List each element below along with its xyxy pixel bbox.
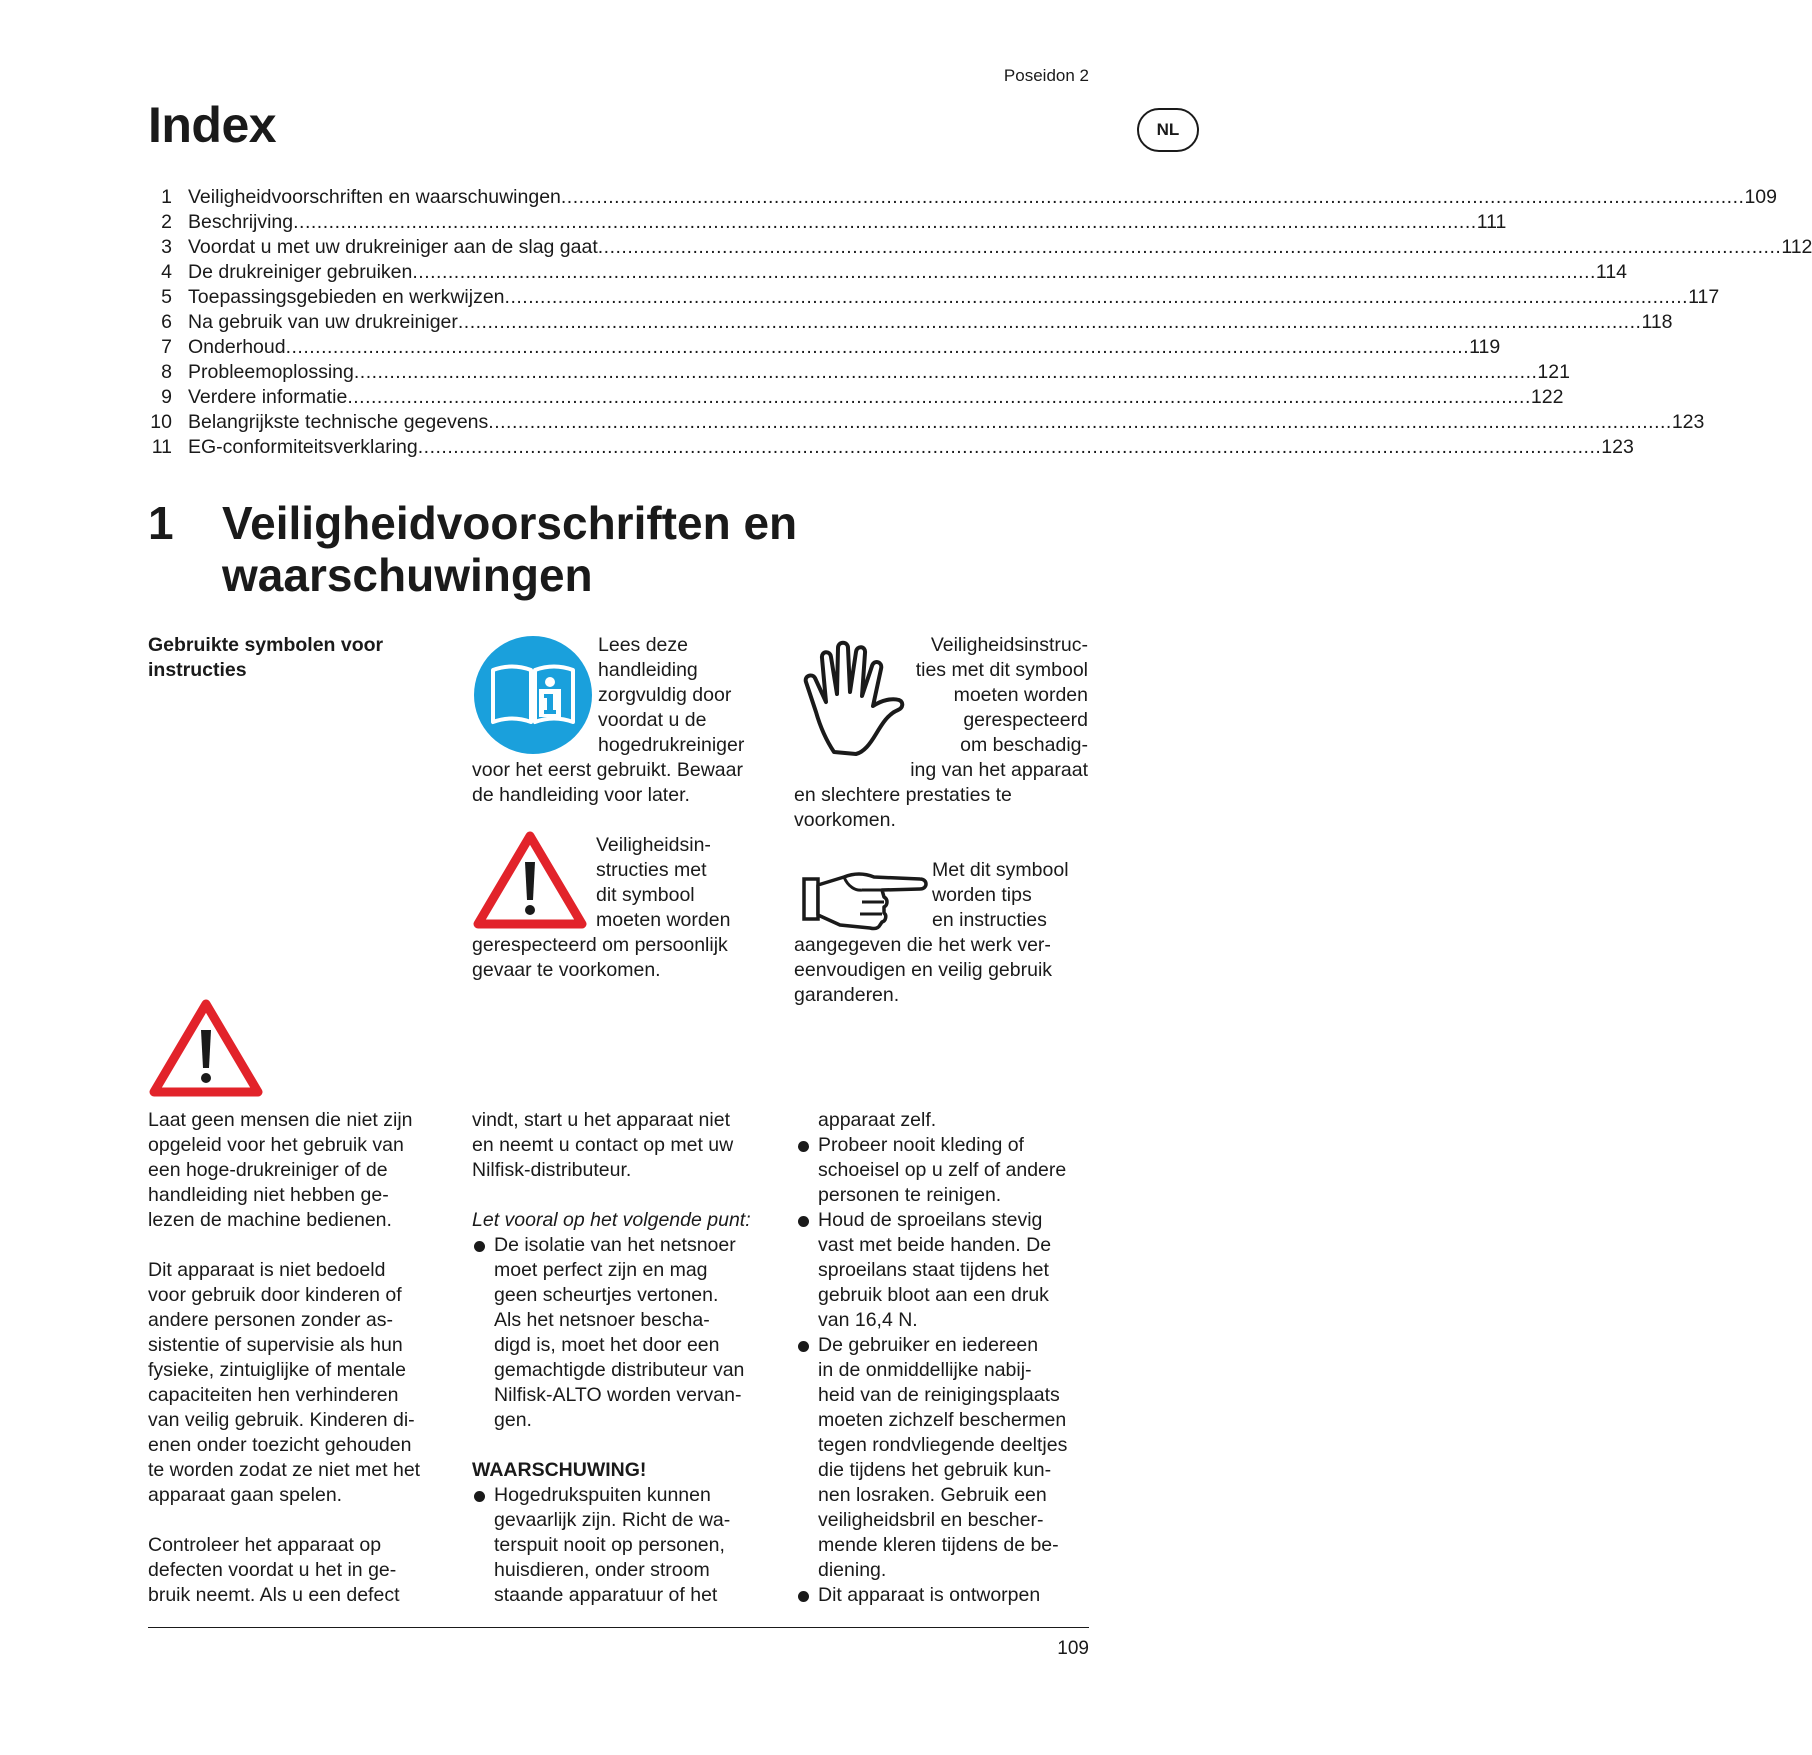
text-line: gerespecteerd om persoonlijk: [472, 934, 728, 956]
manual-symbol-text-continued: [472, 758, 792, 808]
toc-entry: [146, 311, 1673, 336]
text-line: Nilfisk-distributeur.: [472, 1159, 632, 1181]
text-line: Hogedrukspuiten kunnen: [494, 1484, 711, 1506]
toc-entry-page: 109: [1744, 186, 1777, 208]
paragraph-check-defects: [148, 1533, 448, 1608]
toc-entry: [146, 261, 1628, 286]
read-manual-icon: [474, 636, 592, 754]
text-line: veiligheidsbril en bescher-: [818, 1509, 1044, 1531]
body-column-2: [472, 1108, 782, 1608]
warning-icon: [472, 830, 588, 930]
page-number: 109: [1057, 1638, 1089, 1659]
bullet-protection: [796, 1333, 1096, 1583]
toc-entry-page: 123: [1601, 436, 1634, 458]
table-of-contents: [146, 186, 1812, 461]
text-line: Als het netsnoer bescha-: [494, 1309, 710, 1331]
toc-entry: [146, 211, 1507, 236]
toc-entry-label: Onderhoud: [188, 336, 286, 358]
text-line: gevaarlijk zijn. Richt de wa-: [494, 1509, 731, 1531]
text-line: voorkomen.: [794, 809, 896, 831]
text-line: voor gebruik door kinderen of: [148, 1284, 402, 1306]
text-line: Dit apparaat is niet bedoeld: [148, 1259, 386, 1281]
toc-entry-page: 112: [1781, 236, 1812, 258]
toc-entry-page: 119: [1469, 336, 1501, 358]
text-line: Laat geen mensen die niet zijn: [148, 1109, 413, 1131]
text-line: gebruik bloot aan een druk: [818, 1284, 1049, 1306]
text-line: ing van het apparaat: [910, 759, 1088, 781]
text-line: Probeer nooit kleding of: [818, 1134, 1024, 1156]
text-line: structies met: [596, 859, 707, 881]
toc-entry-number: 9: [161, 386, 172, 408]
toc-leader-dots: ........................................................................................................................................................................................................: [417, 436, 1602, 458]
toc-entry-label: Verdere informatie: [188, 386, 348, 408]
toc-entry-page: 123: [1671, 411, 1705, 433]
toc-entry: [146, 236, 1812, 261]
note-heading: Let vooral op het volgende punt:: [472, 1209, 751, 1231]
text-line: zorgvuldig door: [598, 684, 732, 706]
toc-entry-label: Voordat u met uw drukreiniger aan de slag gaat: [188, 236, 598, 258]
toc-entry-number: 7: [161, 336, 172, 358]
text-line: tegen rondvliegende deeltjes: [818, 1434, 1068, 1456]
continued-text: apparaat zelf.: [818, 1109, 937, 1131]
toc-entry-label: Probleemoplossing: [188, 361, 354, 383]
large-warning-icon: [148, 998, 264, 1098]
text-line: gemachtigde distributeur van: [494, 1359, 745, 1381]
toc-entry: [146, 336, 1501, 361]
text-line: te worden zodat ze niet met het: [148, 1459, 421, 1481]
text-line: personen te reinigen.: [818, 1184, 1002, 1206]
text-line: eenvoudigen en veilig gebruik: [794, 959, 1053, 981]
text-line: vindt, start u het apparaat niet: [472, 1109, 730, 1131]
toc-entry-page: 111: [1476, 211, 1507, 233]
toc-entry-label: Veiligheidvoorschriften en waarschuwingen: [188, 186, 561, 208]
text-line: De isolatie van het netsnoer: [494, 1234, 736, 1256]
text-line: moet perfect zijn en mag: [494, 1259, 708, 1281]
paragraph-children: [148, 1258, 448, 1508]
toc-entry: [146, 411, 1705, 436]
text-line: Lees deze: [598, 634, 688, 656]
text-line: nen losraken. Gebruik een: [818, 1484, 1047, 1506]
text-line: gerespecteerd: [963, 709, 1088, 731]
text-line: ties met dit symbool: [915, 659, 1088, 681]
text-line: diening.: [818, 1559, 887, 1581]
body-column-1: [148, 1108, 448, 1608]
text-line: moeten worden: [953, 684, 1088, 706]
pointer-symbol-text-continued: [794, 933, 1094, 1008]
text-line: digd is, moet het door een: [494, 1334, 720, 1356]
pointing-hand-icon: [800, 865, 930, 935]
pointer-symbol-text: [932, 858, 1092, 933]
warning-symbol-text-continued: [472, 933, 792, 983]
toc-entry-number: 6: [161, 311, 172, 333]
manual-symbol-text: [598, 633, 768, 758]
text-line: sistentie of supervisie als hun: [148, 1334, 403, 1356]
toc-leader-dots: ........................................................................................................................................................................................................: [488, 411, 1672, 433]
bullet-clothing: [796, 1133, 1096, 1208]
toc-entry: [146, 186, 1777, 211]
text-line: bruik neemt. Als u een defect: [148, 1584, 400, 1606]
symbols-heading: Gebruikte symbolen voor instructies: [148, 634, 384, 681]
hand-symbol-text-continued: [794, 783, 1094, 833]
toc-entry-page: 122: [1530, 386, 1564, 408]
text-line: vast met beide handen. De: [818, 1234, 1052, 1256]
text-line: Veiligheidsinstruc-: [930, 634, 1088, 656]
toc-leader-dots: ........................................................................................................................................................................................................: [457, 311, 1642, 333]
warning-heading: WAARSCHUWING!: [472, 1459, 647, 1481]
toc-leader-dots: ........................................................................................................................................................................................................: [293, 211, 1477, 233]
body-column-3: [796, 1108, 1096, 1608]
chapter-title: Veiligheidvoorschriften en waarschuwingen: [222, 497, 798, 601]
text-line: sproeilans staat tijdens het: [818, 1259, 1049, 1281]
toc-entry: [146, 286, 1720, 311]
text-line: handleiding niet hebben ge-: [148, 1184, 389, 1206]
text-line: andere personen zonder as-: [148, 1309, 393, 1331]
text-line: en slechtere prestaties te: [794, 784, 1012, 806]
text-line: garanderen.: [794, 984, 900, 1006]
footer-divider: [148, 1627, 1089, 1628]
text-line: enen onder toezicht gehouden: [148, 1434, 412, 1456]
hand-symbol-text: [880, 633, 1088, 783]
paragraph-defect-contact: [472, 1108, 782, 1183]
toc-entry-number: 8: [161, 361, 172, 383]
text-line: een hoge-drukreiniger of de: [148, 1159, 388, 1181]
text-line: Nilfisk-ALTO worden vervan-: [494, 1384, 742, 1406]
toc-entry-page: 114: [1595, 261, 1628, 283]
toc-leader-dots: ........................................................................................................................................................................................................: [347, 386, 1531, 408]
text-line: huisdieren, onder stroom: [494, 1559, 710, 1581]
text-line: terspuit nooit op personen,: [494, 1534, 725, 1556]
text-line: Houd de sproeilans stevig: [818, 1209, 1043, 1231]
text-line: worden tips: [932, 884, 1032, 906]
toc-entry-number: 2: [161, 211, 172, 233]
text-line: en instructies: [932, 909, 1047, 931]
bullet-hold-lance: [796, 1208, 1096, 1333]
text-line: geen scheurtjes vertonen.: [494, 1284, 719, 1306]
text-line: de handleiding voor later.: [472, 784, 690, 806]
warning-symbol-text: [596, 833, 766, 933]
toc-leader-dots: ........................................................................................................................................................................................................: [597, 236, 1782, 258]
text-line: moeten worden: [596, 909, 731, 931]
text-line: aangegeven die het werk ver-: [794, 934, 1051, 956]
text-line: fysieke, zintuiglijke of mentale: [148, 1359, 406, 1381]
toc-entry-page: 118: [1641, 311, 1673, 333]
toc-entry-label: Na gebruik van uw drukreiniger: [188, 311, 458, 333]
toc-leader-dots: ........................................................................................................................................................................................................: [353, 361, 1538, 383]
text-line: apparaat gaan spelen.: [148, 1484, 343, 1506]
text-line: dit symbool: [596, 884, 695, 906]
chapter-number: 1: [148, 497, 174, 549]
paragraph-untrained-users: [148, 1108, 448, 1233]
text-line: Controleer het apparaat op: [148, 1534, 382, 1556]
toc-entry-number: 10: [150, 411, 172, 433]
bullet-power-cord: [472, 1233, 782, 1433]
toc-entry: [146, 386, 1564, 411]
toc-entry-page: 121: [1537, 361, 1570, 383]
text-line: gen.: [494, 1409, 532, 1431]
toc-entry-number: 4: [161, 261, 172, 283]
toc-entry-label: Belangrijkste technische gegevens: [188, 411, 489, 433]
toc-leader-dots: ........................................................................................................................................................................................................: [412, 261, 1596, 283]
toc-entry-page: 117: [1688, 286, 1720, 308]
product-name: Poseidon 2: [1003, 66, 1089, 85]
text-line: heid van de reinigingsplaats: [818, 1384, 1060, 1406]
text-line: schoeisel op u zelf of andere: [818, 1159, 1067, 1181]
toc-entry-label: Beschrijving: [188, 211, 294, 233]
text-line: van veilig gebruik. Kinderen di-: [148, 1409, 415, 1431]
toc-leader-dots: ........................................................................................................................................................................................................: [560, 186, 1745, 208]
toc-entry-label: EG-conformiteitsverklaring: [188, 436, 418, 458]
toc-entry-number: 1: [161, 186, 172, 208]
bullet-high-pressure: [472, 1483, 782, 1608]
toc-entry: [146, 436, 1634, 461]
text-line: staande apparatuur of het: [494, 1584, 718, 1606]
text-line: lezen de machine bedienen.: [148, 1209, 392, 1231]
text-line: voordat u de: [598, 709, 707, 731]
text-line: Dit apparaat is ontworpen: [818, 1584, 1041, 1606]
toc-entry-label: De drukreiniger gebruiken: [188, 261, 413, 283]
toc-entry-number: 11: [151, 436, 172, 458]
text-line: en neemt u contact op met uw: [472, 1134, 734, 1156]
text-line: De gebruiker en iedereen: [818, 1334, 1039, 1356]
toc-leader-dots: ........................................................................................................................................................................................................: [285, 336, 1470, 358]
text-line: capaciteiten hen verhinderen: [148, 1384, 399, 1406]
index-title: Index: [148, 97, 277, 153]
text-line: mende kleren tijdens de be-: [818, 1534, 1059, 1556]
text-line: handleiding: [598, 659, 698, 681]
toc-entry-number: 3: [161, 236, 172, 258]
toc-entry-label: Toepassingsgebieden en werkwijzen: [188, 286, 505, 308]
toc-entry: [146, 361, 1570, 386]
toc-entry-number: 5: [161, 286, 172, 308]
text-line: moeten zichzelf beschermen: [818, 1409, 1067, 1431]
text-line: van 16,4 N.: [818, 1309, 918, 1331]
text-line: voor het eerst gebruikt. Bewaar: [472, 759, 743, 781]
text-line: in de onmiddellijke nabij-: [818, 1359, 1032, 1381]
text-line: hogedrukreiniger: [598, 734, 745, 756]
toc-leader-dots: ........................................................................................................................................................................................................: [504, 286, 1689, 308]
text-line: om beschadig-: [960, 734, 1088, 756]
text-line: Veiligheidsin-: [596, 834, 711, 856]
text-line: Met dit symbool: [932, 859, 1069, 881]
language-badge: NL: [1137, 108, 1199, 152]
text-line: die tijdens het gebruik kun-: [818, 1459, 1052, 1481]
text-line: defecten voordat u het in ge-: [148, 1559, 397, 1581]
text-line: gevaar te voorkomen.: [472, 959, 661, 981]
text-line: opgeleid voor het gebruik van: [148, 1134, 404, 1156]
bullet-designed: [796, 1583, 1096, 1608]
